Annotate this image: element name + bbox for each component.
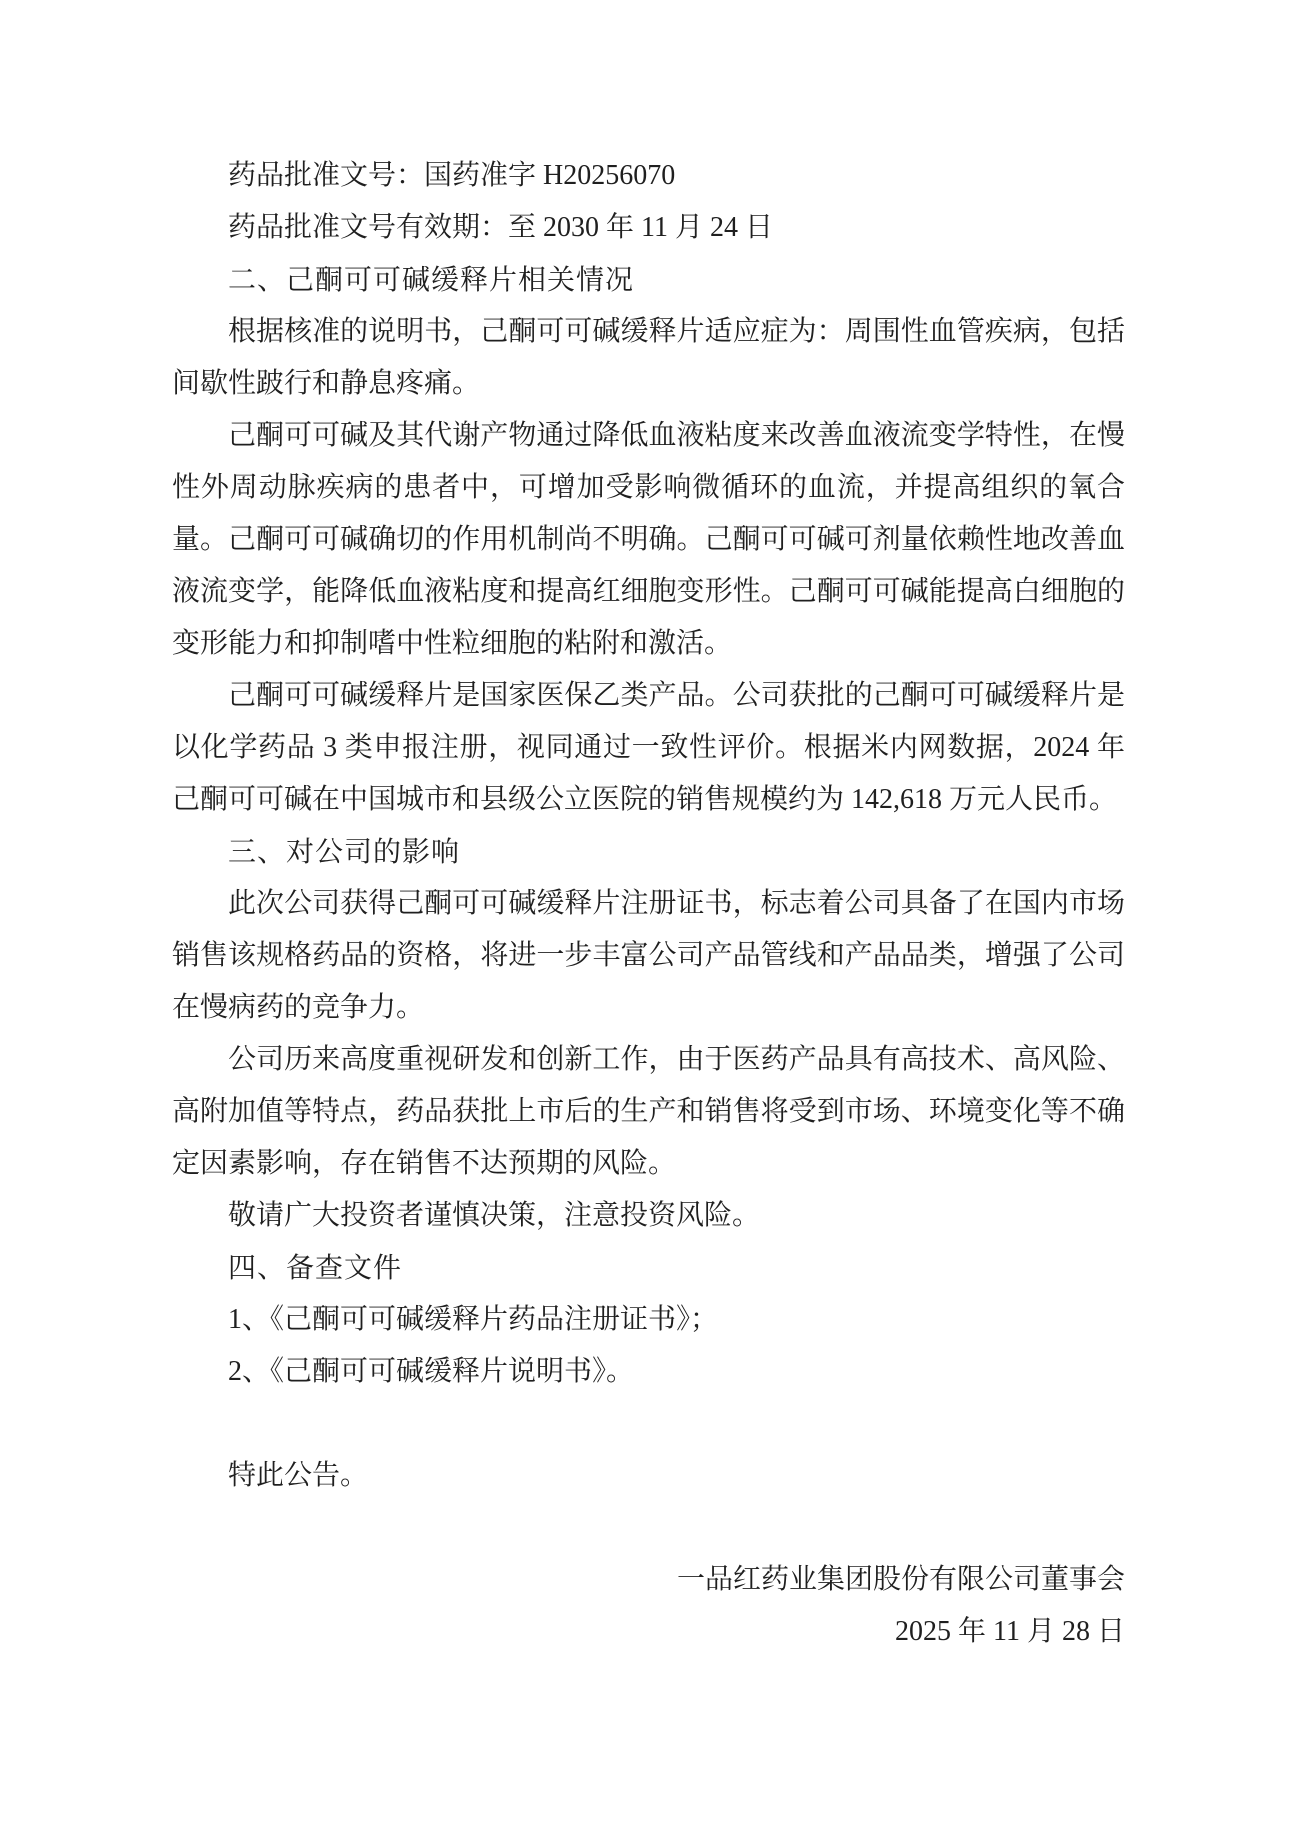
blank-line — [172, 1502, 1125, 1554]
closing-line: 特此公告。 — [228, 1460, 369, 1491]
approval-number-line: 药品批准文号：国药准字 H20256070 — [228, 160, 676, 191]
section-2-paragraph-market: 己酮可可碱缓释片是国家医保乙类产品。公司获批的己酮可可碱缓释片是以化学药品 3 类申报注册，视同通过一致性评价。根据米内网数据，2024 年己酮可可碱在中国城市和县级公立医院的销售规模约为 142,618 万元人民币。 — [172, 680, 1125, 815]
section-2-heading: 二、己酮可可碱缓释片相关情况 — [228, 264, 635, 295]
section-2-paragraph-mechanism: 己酮可可碱及其代谢产物通过降低血液粘度来改善血液流变学特性，在慢性外周动脉疾病的患者中，可增加受影响微循环的血流，并提高组织的氧合量。己酮可可碱确切的作用机制尚不明确。己酮可可碱可剂量依赖性地改善血液流变学，能降低血液粘度和提高红细胞变形性。己酮可可碱能提高白细胞的变形能力和抑制嗜中性粒细胞的粘附和激活。 — [172, 420, 1125, 659]
reference-document-2: 2、《己酮可可碱缓释片说明书》。 — [228, 1356, 635, 1387]
section-2-paragraph-indication: 根据核准的说明书，己酮可可碱缓释片适应症为：周围性血管疾病，包括间歇性跛行和静息疼痛。 — [172, 316, 1125, 399]
blank-line — [172, 1398, 1125, 1450]
section-3-heading: 三、对公司的影响 — [228, 836, 461, 867]
section-3-paragraph-risk: 公司历来高度重视研发和创新工作，由于医药产品具有高技术、高风险、高附加值等特点，药品获批上市后的生产和销售将受到市场、环境变化等不确定因素影响，存在销售不达预期的风险。 — [172, 1044, 1125, 1179]
approval-validity-line: 药品批准文号有效期：至 2030 年 11 月 24 日 — [228, 212, 773, 243]
section-3-paragraph-investor-notice: 敬请广大投资者谨慎决策，注意投资风险。 — [228, 1200, 761, 1231]
reference-document-1: 1、《己酮可可碱缓释片药品注册证书》； — [228, 1304, 719, 1335]
signature-date: 2025 年 11 月 28 日 — [895, 1616, 1125, 1647]
section-4-heading: 四、备查文件 — [228, 1252, 403, 1283]
signature-company: 一品红药业集团股份有限公司董事会 — [676, 1564, 1125, 1595]
section-3-paragraph-impact: 此次公司获得己酮可可碱缓释片注册证书，标志着公司具备了在国内市场销售该规格药品的资格，将进一步丰富公司产品管线和产品品类，增强了公司在慢病药的竞争力。 — [172, 888, 1125, 1023]
